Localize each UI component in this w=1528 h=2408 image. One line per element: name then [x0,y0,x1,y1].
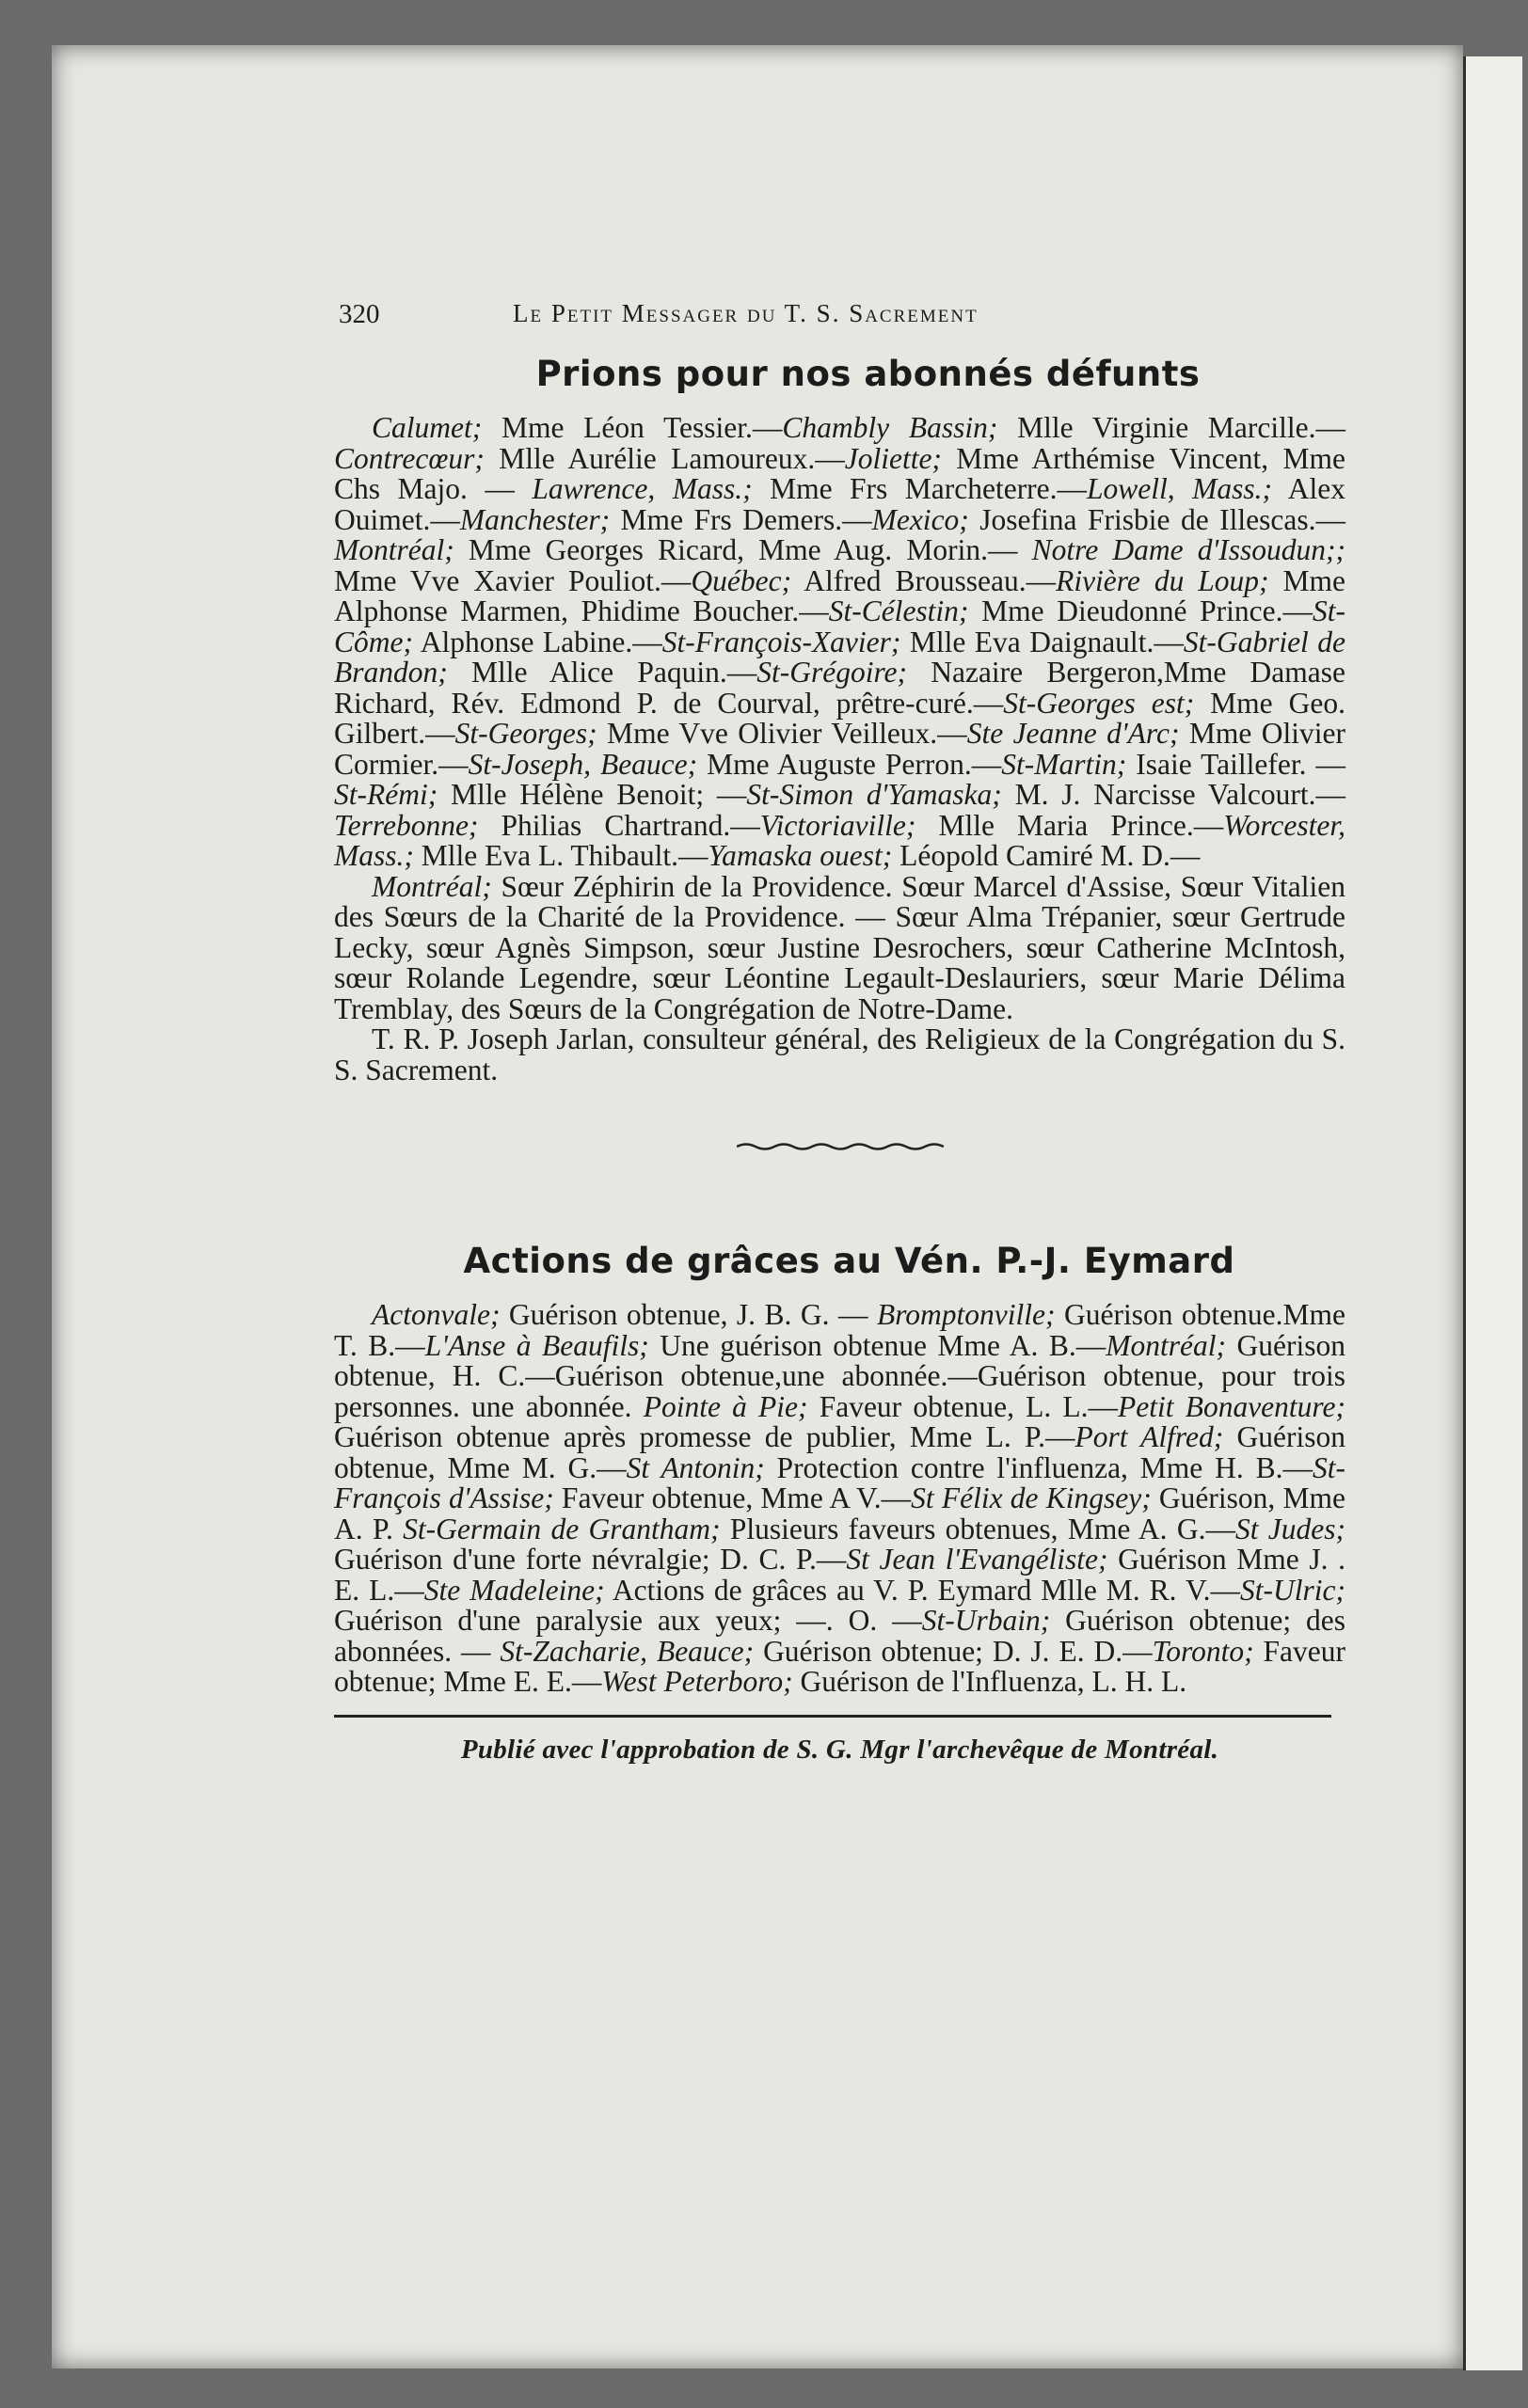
place-name: Petit Bonaventure; [1118,1389,1345,1423]
entry-text: Josefina Frisbie de Illescas.— [968,502,1345,536]
place-name: Rivière du Loup; [1056,563,1269,597]
horizontal-rule [334,1715,1331,1718]
place-name: St-Simon d'Yamaska; [746,778,1002,811]
entry-text: Une guérison obtenue Mme A. B.— [648,1328,1106,1362]
entry-text: Mme Vve Olivier Veilleux.— [597,717,967,750]
entry-text: Mme Auguste Perron.— [697,747,1002,781]
running-title: Le Petit Messager du T. S. Sacrement [513,299,979,327]
place-name: Contrecœur; [334,441,485,475]
entry-text: Mme Léon Tessier.— [482,411,783,444]
entry-text: Mlle Maria Prince.— [915,808,1224,842]
place-name: Québec; [691,563,792,597]
entry-text: Philias Chartrand.— [478,808,760,842]
entry-text: Mme Dieudonné Prince.— [968,594,1313,627]
entry-text: Mme Olivier Cormier.— [334,717,1345,781]
entry-text: Mlle Virginie Marcille.— [997,411,1345,444]
entry-text: Faveur obtenue, Mme A V.— [553,1481,912,1514]
running-head [334,299,1345,337]
entry-text: Mme Frs Demers.— [610,502,872,536]
thanksgiving-paragraph [334,1300,1345,1698]
page-content [334,299,1345,1766]
entry-text: Mme Vve Xavier Pouliot.— [334,563,692,597]
entry-text: Guérison obtenue; D. J. E. D.— [754,1634,1153,1668]
place-name: Joliette; [844,441,942,475]
place-name: Calumet; [372,411,483,444]
place-name: St-Georges; [454,717,597,750]
entry-text: Guérison d'une paralysie aux yeux; —. O. — [334,1604,922,1637]
place-name: St-Gabriel de Brandon; [334,625,1345,689]
place-name: Ste Madeleine; [423,1573,605,1607]
place-name: St-François d'Assise; [334,1450,1345,1514]
entry-text: Guérison obtenue, J. B. G. — [500,1298,877,1331]
place-name: Notre Dame d'Issoudun;; [1031,533,1345,566]
place-name: Chambly Bassin; [782,411,998,444]
place-name: Yamaska ouest; [708,839,893,872]
entry-text: Guérison obtenue.Mme T. B.— [334,1298,1346,1362]
entry-text: Mme Frs Marcheterre.— [752,472,1088,505]
place-name: St-Ulric; [1240,1573,1346,1607]
entry-text: Mlle Eva L. Thibault.— [413,839,708,872]
place-name: Montréal; [1106,1328,1226,1362]
place-name: Manchester; [459,502,611,536]
entry-text: Protection contre l'influenza, Mme H. B.— [764,1450,1313,1484]
entry-text: Faveur obtenue; Mme E. E.— [334,1634,1345,1698]
obituary-paragraph-2 [334,869,1345,1025]
page-number: 320 [339,299,380,329]
entry-text: Faveur obtenue, L. L.— [807,1389,1119,1423]
entry-text: Alex Ouimet.— [334,472,1345,536]
place-name: West Peterboro; [601,1665,793,1698]
place-name: Mexico; [871,502,969,536]
place-name: St-Georges est; [1003,686,1195,720]
entry-text: Mme Arthémise Vincent, Mme Chs Majo. — [334,441,1346,505]
entry-text: Isaie Taillefer. — [1126,747,1345,781]
entry-text: Guérison d'une forte névralgie; D. C. P.— [334,1543,847,1576]
obituary-paragraph-1 [334,413,1345,872]
imprimatur-line: Publié avec l'approbation de S. G. Mgr l'archevêque de Montréal. [460,1734,1219,1765]
entry-text: Alfred Brousseau.— [791,563,1057,597]
entry-text: Mlle Alice Paquin.— [447,656,757,689]
entry-text: Guérison, Mme A. P. [334,1481,1345,1545]
place-name: St-Célestin; [828,594,969,627]
section-title-prions: Prions pour nos abonnés défunts [535,354,1201,394]
place-name: St-François-Xavier; [661,625,901,658]
section-title-actions: Actions de grâces au Vén. P.-J. Eymard [463,1241,1235,1281]
place-name: Lowell, Mass.; [1087,472,1273,505]
place-name: Montréal; [334,533,454,566]
place-name: Montréal; [372,869,492,903]
entry-text: Mlle Eva Daignault.— [900,625,1184,658]
entry-text: Guérison obtenue, Mme M. G.— [334,1420,1345,1484]
place-name: L'Anse à Beaufils; [424,1328,649,1362]
place-name: Ste Jeanne d'Arc; [966,717,1180,750]
entry-text: Guérison obtenue; des abonnées. — [334,1604,1346,1668]
place-name: St-Grégoire; [756,656,908,689]
entry-text: M. J. Narcisse Valcourt.— [1001,778,1345,811]
place-name: St-Rémi; [334,778,438,811]
entry-text: Guérison de l'Influenza, L. H. L. [792,1665,1187,1698]
entry-text: Léopold Camiré M. D.— [892,839,1201,872]
facing-page-edge [1463,56,1522,2370]
place-name: St-Joseph, Beauce; [468,747,698,781]
entry-text: Mlle Aurélie Lamoureux.— [484,441,845,475]
place-name: Victoriaville; [759,808,916,842]
place-name: Toronto; [1152,1634,1254,1668]
place-name: St Antonin; [626,1450,765,1484]
entry-text: Mme Alphonse Marmen, Phidime Boucher.— [334,563,1345,627]
place-name: Lawrence, Mass.; [532,472,753,505]
ornamental-divider [737,1142,944,1151]
entry-text: Guérison Mme J. . E. L.— [334,1543,1345,1607]
place-name: Port Alfred; [1074,1420,1224,1453]
place-name: Worcester, Mass.; [334,808,1346,872]
book-page [52,45,1463,2368]
entry-text: Alphonse Labine.— [412,625,662,658]
entry-text: Nazaire Bergeron,Mme Damase Richard, Rév. Edmond P. de Courval, prêtre-curé.— [334,656,1345,720]
place-name: St Jean l'Evangéliste; [846,1543,1108,1576]
place-name: St-Côme; [334,594,1345,658]
entry-text: Mlle Hélène Benoit; — [438,778,747,811]
entry-text: Guérison obtenue après promesse de publier, Mme L. P.— [334,1420,1075,1453]
entry-text: Mme Geo. Gilbert.— [334,686,1345,750]
place-name: St-Germain de Grantham; [403,1512,721,1545]
place-name: St Judes; [1234,1512,1345,1545]
place-name: Terrebonne; [334,808,479,842]
place-name: Actonvale; [372,1298,501,1331]
entry-text: Actions de grâces au V. P. Eymard Mlle M. R. V.— [604,1573,1241,1607]
entry-text: Plusieurs faveurs obtenues, Mme A. G.— [720,1512,1235,1545]
entry-text: T. R. P. Joseph Jarlan, consulteur général, des Religieux de la Congrégation du S. S. Sacrement. [334,1022,1345,1086]
place-name: Bromptonville; [876,1298,1056,1331]
entry-text: Sœur Zéphirin de la Providence. Sœur Marcel d'Assise, Sœur Vitalien des Sœurs de la Charité de la Providence. — Sœur Alma Trépanier, sœur Gertrude Lecky, sœur Agnès Simpson, sœur Justine Desrochers, sœur Catherine McIntosh, sœur Rolande Legendre, sœur Léontine Legault-Deslauriers, sœur Marie Délima Tremblay, des Sœurs de la Congrégation de Notre-Dame. [334,869,1345,1025]
entry-text: Mme Georges Ricard, Mme Aug. Morin.— [454,533,1032,566]
place-name: St-Martin; [1001,747,1127,781]
place-name: St Félix de Kingsey; [911,1481,1152,1514]
entry-text: Guérison obtenue, H. C.—Guérison obtenue,une abonnée.—Guérison obtenue, pour trois personnes. une abonnée. [334,1328,1345,1423]
place-name: St-Urbain; [921,1604,1051,1637]
place-name: St-Zacharie, Beauce; [500,1634,755,1668]
place-name: Pointe à Pie; [643,1389,808,1423]
obituary-paragraph-3 [334,1024,1345,1085]
